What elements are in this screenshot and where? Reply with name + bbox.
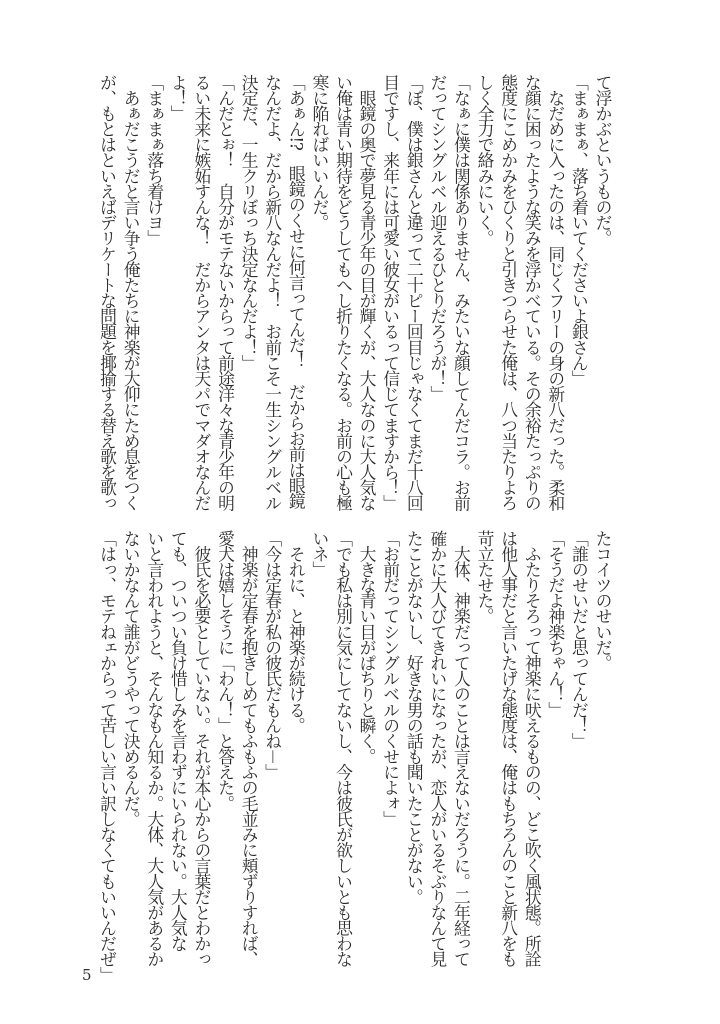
text-line: 「ぼ、僕は銀さんと違って二十ピー回目じゃなくてまだ十八回 bbox=[404, 74, 425, 511]
text-line: 「まぁまぁ落ち着けヨ」 bbox=[144, 74, 165, 246]
text-line: 「お前だってシングルベルのくせによォ」 bbox=[380, 530, 401, 827]
text-line: 神楽が定春を抱きしめてもふもふの毛並みに頬ずりすれば、 bbox=[239, 530, 260, 967]
text-line: 「でも私は別に気にしてないし、今は彼氏が欲しいとも思わな bbox=[333, 530, 354, 967]
text-line: なだめに入ったのは、同じくフリーの身の新八だった。柔和 bbox=[545, 74, 566, 511]
text-line: 態度にこめかみをひくりと引きつらせた俺は、八つ当たりよろ bbox=[498, 74, 519, 511]
text-line: て浮かぶというものだ。 bbox=[593, 74, 613, 246]
text-line: い俺は青い期待をどうしてもへし折りたくなる。お前の心も極 bbox=[333, 74, 354, 511]
text-line: 確かに大人びてきれいになったが、恋人がいるそぶりなんて見 bbox=[427, 530, 448, 967]
text-line: 「そうだよ神楽ちゃん！」 bbox=[545, 530, 566, 718]
text-line: は他人事だと言いたげな態度は、俺はもちろんのこと新八をも bbox=[498, 530, 519, 967]
text-line: ふたりそろって神楽に吠えるものの、どこ吹く風状態。所詮 bbox=[522, 530, 543, 967]
text-line: 「まぁまぁ、落ち着いてくださいよ銀さん」 bbox=[569, 74, 590, 386]
text-line: 「あぁん!? 眼鏡のくせに何言ってんだ！ だからお前は眼鏡 bbox=[286, 74, 307, 509]
text-line: 「今は定春が私の彼氏だもんね－」 bbox=[262, 530, 283, 780]
text-line: なんだよ、だから新八なんだよ！ お前こそ一生シングルベル bbox=[262, 74, 283, 511]
page-number: 5 bbox=[82, 966, 92, 984]
text-line: ないかなんて誰がどうやって決めるんだ。 bbox=[121, 530, 142, 827]
text-line: あぁだこうだと言い争う俺たちに神楽が大仰にため息をつく bbox=[121, 74, 142, 511]
text-line: 目ですし、来年には可愛い彼女がいるって信じてますから！」 bbox=[380, 74, 401, 511]
text-line: 眼鏡の奥で夢見る青少年の目が輝くが、大人なのに大人気な bbox=[357, 74, 378, 511]
text-line: 苛立たせた。 bbox=[475, 530, 496, 624]
text-line: だってシングルベル迎えるひとりだろうが！」 bbox=[427, 74, 448, 402]
text-block-top bbox=[95, 74, 614, 511]
text-line: るい未来に嫉妬すんな！ だからアンタは天パでマダオなんだ bbox=[191, 74, 212, 511]
text-line: 「はっ、モテねェからって苦しい言い訳しなくてもいいんだぜ」 bbox=[97, 530, 118, 983]
text-line: それに、と神楽が続ける。 bbox=[286, 530, 307, 733]
text-line: いと言われようと、そんなもん知るか。大体、大人気があるか bbox=[144, 530, 165, 967]
text-block-bottom bbox=[95, 530, 614, 982]
text-line: が、もとはといえばデリケートな問題を揶揄する替え歌を歌っ bbox=[97, 74, 118, 511]
text-line: ても、ついつい負け惜しみを言わずにいられない。大人気な bbox=[168, 530, 189, 951]
text-line: 「なぁに僕は関係ありません、みたいな顔してんだコラ。お前 bbox=[451, 74, 472, 511]
text-line: たことがないし、好きな男の話も聞いたことがない。 bbox=[404, 530, 425, 905]
text-line: 寒に陥ればいいんだ。 bbox=[309, 74, 330, 230]
text-line: な顔に困ったような笑みを浮かべている。その余裕たっぷりの bbox=[522, 74, 543, 511]
text-line: 「んだとぉ！ 自分がモテないからって前途洋々な青少年の明 bbox=[215, 74, 236, 511]
text-line: 「誰のせいだと思ってんだ！」 bbox=[569, 530, 590, 749]
text-line: よ！」 bbox=[168, 74, 189, 121]
text-line: 彼氏を必要としていない。それが本心からの言葉だとわかっ bbox=[191, 530, 212, 967]
text-line: 大きな青い目がぱちりと瞬く。 bbox=[357, 530, 378, 764]
text-line: 決定だ、一生クリぼっち決定なんだよ！」 bbox=[239, 74, 260, 371]
text-line: 大体、神楽だって人のことは言えないだろうに。二年経って bbox=[451, 530, 472, 967]
text-line: 愛犬は嬉しそうに「わん！」と答えた。 bbox=[215, 530, 236, 811]
text-line: しく全力で絡みにいく。 bbox=[475, 74, 496, 246]
text-line: たコイツのせいだ。 bbox=[593, 530, 613, 671]
text-line: いネ」 bbox=[309, 530, 330, 577]
